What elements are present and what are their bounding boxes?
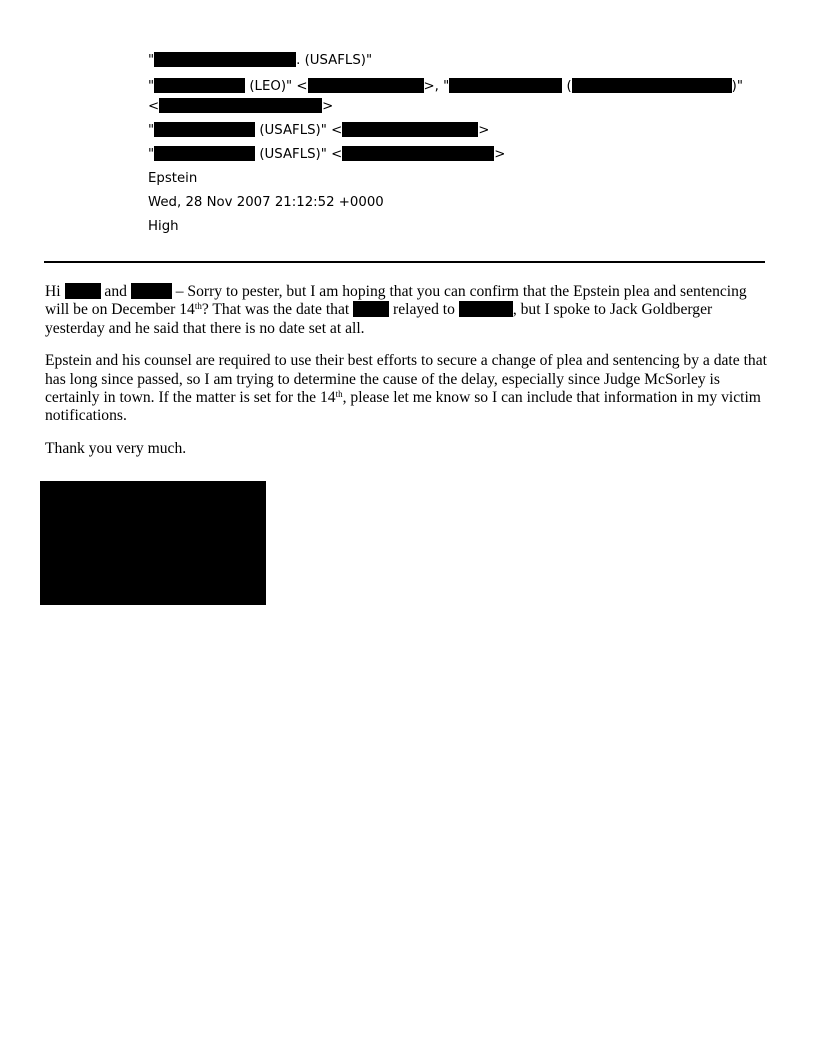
to-line2-close: >: [322, 99, 334, 114]
p2-text-a: Epstein and his counsel are required to use their best efforts to secure a change of plea and sentencing by a date that has long since passed, so I am trying to determine the cause of the delay, especially since Judge McSorley is certainly in town. If the matter is set for the 14: [45, 352, 767, 407]
cc-value: [148, 122, 489, 140]
cc-close: >: [478, 123, 490, 138]
redaction-box: [449, 78, 562, 93]
to-value-line2: [148, 98, 333, 116]
to-part1: (LEO)" <: [245, 79, 308, 94]
p1-text-d: ? That was the date that: [201, 301, 354, 319]
body-paragraph-2: [45, 352, 770, 426]
to-part3: (: [562, 79, 572, 94]
bcc-close: >: [494, 147, 506, 162]
p1-text-e: relayed to: [389, 301, 459, 319]
to-open-quote: ": [148, 79, 155, 94]
p1-text-c: – Sorry to pester, but I am hoping that you can confirm that the Epstein plea and sentencing will be on December 14: [45, 283, 747, 319]
from-value: [148, 52, 372, 70]
redaction-box: [154, 122, 255, 137]
redaction-box: [353, 301, 389, 317]
to-part2: >, ": [423, 79, 450, 94]
bcc-value: [148, 146, 505, 164]
bcc-open-quote: ": [148, 147, 155, 162]
bcc-mid: (USAFLS)" <: [255, 147, 343, 162]
redaction-box: [308, 78, 424, 93]
from-open-quote: ": [148, 53, 155, 68]
redaction-box: [131, 283, 172, 299]
p1-text-b: and: [100, 283, 131, 300]
p1-text-a: Hi: [45, 283, 65, 300]
date-value: Wed, 28 Nov 2007 21:12:52 +0000: [148, 195, 384, 210]
cc-mid: (USAFLS)" <: [255, 123, 343, 138]
to-value: [148, 78, 743, 96]
redaction-box: [154, 78, 245, 93]
redaction-box: [65, 283, 101, 299]
p1-text-f: , but I spoke to Jack Goldberger yesterday and he said that there is no date set at all.: [45, 301, 713, 337]
to-part4: )": [731, 79, 743, 94]
subject-value: Epstein: [148, 171, 198, 186]
header-divider: [44, 261, 765, 263]
p1-ordinal-suffix: th: [194, 301, 202, 312]
redaction-box: [342, 146, 494, 161]
to-line2-open: <: [148, 99, 160, 114]
redaction-box: [342, 122, 478, 137]
redaction-box: [154, 146, 255, 161]
importance-value: High: [148, 219, 179, 234]
p2-text-b: , please let me know so I can include that information in my victim notifications.: [45, 389, 761, 425]
from-suffix: . (USAFLS)": [296, 53, 373, 68]
redaction-box: [459, 301, 513, 317]
body-paragraph-3: Thank you very much.: [45, 439, 187, 457]
body-paragraph-1: [45, 283, 770, 338]
redaction-box: [572, 78, 732, 93]
redaction-box: [159, 98, 322, 113]
p2-ordinal-suffix: th: [335, 389, 343, 400]
cc-open-quote: ": [148, 123, 155, 138]
redaction-box: [154, 52, 296, 67]
redacted-signature-block: [40, 481, 266, 605]
email-body: [45, 283, 770, 472]
